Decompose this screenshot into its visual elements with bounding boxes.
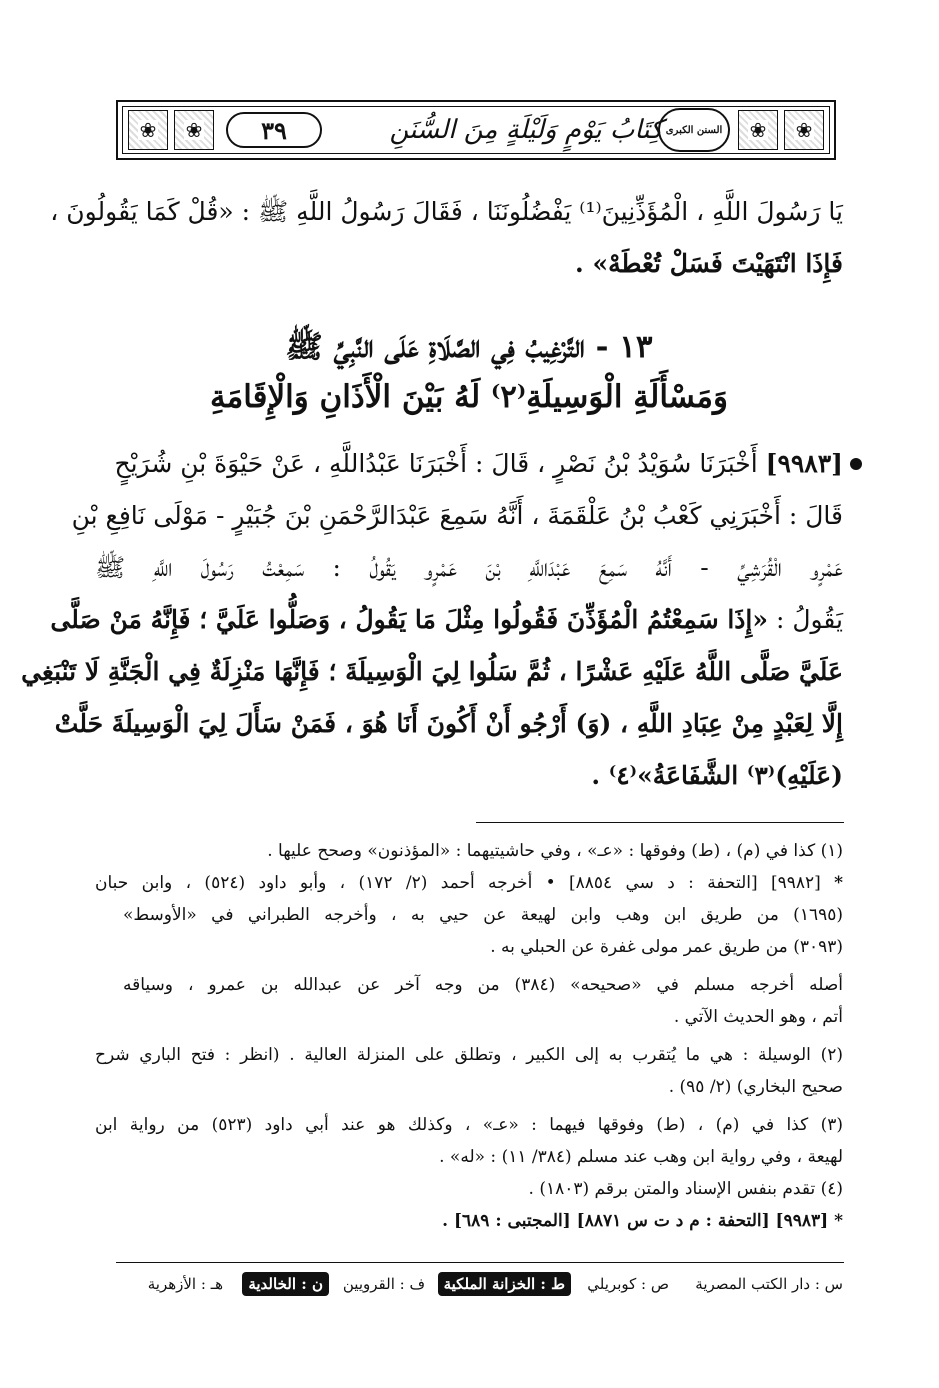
book-title: كِتَابُ يَوْمٍ وَلَيْلَةٍ مِنَ السُّنَنِ <box>389 115 663 145</box>
footnote: (٣٠٩٣) من طريق عمر مولى غفرة عن الحبلي به . <box>490 937 843 957</box>
hadith-text: يَقُولُ : <box>768 605 843 634</box>
hadith-line: إِلَّا لِعَبْدٍ مِنْ عِبَادِ اللَّهِ ، (وَ) أَرْجُو أَنْ أَكُونَ أَنَا هُوَ ، فَمَنْ سَأَلَ لِيَ الْوَسِيلَةَ حَلَّتْ <box>54 709 843 738</box>
hadith-text: أَخْبَرَنَا سُوَيْدُ بْنُ نَصْرٍ ، قَالَ : أَخْبَرَنَا عَبْدُاللَّهِ ، عَنْ حَيْوَةَ بْنِ شُرَيْحٍ <box>114 449 758 478</box>
footnote: أتم ، وهو الحديث الآتي . <box>673 1007 843 1027</box>
footnote: * [٩٩٨٢] [التحفة : د سي ٨٨٥٤] • أخرجه أحمد (٢/ ١٧٢) ، وأبو داود (٥٢٤) ، وابن حبان <box>95 873 843 893</box>
footnote: لهيعة ، وفي رواية ابن وهب عند مسلم (٣٨٤/ ١١) : «له» . <box>439 1147 843 1167</box>
sigla-item: ف : القرويين <box>342 1275 425 1293</box>
sigla-item: س : دار الكتب المصرية <box>695 1275 843 1293</box>
footnote: * [٩٩٨٣] [التحفة : م د ت س ٨٨٧١] [المجتبى : ٦٨٩] . <box>442 1211 843 1231</box>
publisher-seal: السنن الكبرى <box>658 108 730 152</box>
hadith-line: عَمْرٍو الْقُرَشِيِّ - أَنَّهُ سَمِعَ عَبْدَاللَّهِ بْنَ عَمْرٍو يَقُولُ : سَمِعْتُ رَسُولَ اللَّهِ ﷺ <box>95 553 843 582</box>
footnote-divider <box>476 822 844 823</box>
hadith-line: عَلَيَّ صَلَّى اللَّهُ عَلَيْهِ عَشْرًا ، ثُمَّ سَلُوا لِيَ الْوَسِيلَةَ ؛ فَإِنَّهَا مَنْزِلَةٌ فِي الْجَنَّةِ لَا تَنْبَغِي <box>21 657 843 686</box>
asterisk-icon: * <box>834 1211 843 1231</box>
ornament-icon: ❀ <box>738 110 778 150</box>
asterisk-icon: * <box>834 873 843 893</box>
footnote: (٤) تقدم بنفس الإسناد والمتن برقم (١٨٠٣) . <box>528 1179 843 1199</box>
footnote: (٢) الوسيلة : هي ما يُتقرب به إلى الكبير ، وتطلق على المنزلة العالية . (انظر : فتح الباري شرح <box>95 1045 843 1065</box>
page-number: ٣٩ <box>226 112 322 148</box>
ornament-icon: ❀ <box>784 110 824 150</box>
ornament-icon: ❀ <box>128 110 168 150</box>
footnote: (١) كذا في (م) ، (ط) وفوقها : «عـ» ، وفي حاشيتيهما : «المؤذنون» وصحح عليها . <box>267 841 843 861</box>
hadith-text: «إِذَا سَمِعْتُمُ الْمُؤَذِّنَ فَقُولُوا مِثْلَ مَا يَقُولُ ، وَصَلُّوا عَلَيَّ ؛ فَإِنَّهُ مَنْ صَلَّى <box>50 605 768 634</box>
chapter-heading: وَمَسْأَلَةِ الْوَسِيلَةِ⁽٢⁾ لَهُ بَيْنَ الْأَذَانِ وَالْإِقَامَةِ <box>210 379 728 415</box>
hadith-number: [٩٩٨٣] <box>765 449 843 478</box>
hadith-line <box>115 438 843 490</box>
footnote: (٣) كذا في (م) ، (ط) وفوقها فيهما : «عـ» ، وكذلك هو عند أبي داود (٥٢٣) من رواية ابن <box>95 1115 843 1135</box>
footnote: (١٦٩٥) من طريق ابن وهب وابن لهيعة عن حيي به ، وأخرجه الطبراني في «الأوسط» <box>123 905 843 925</box>
page-header <box>116 100 836 160</box>
hadith-line: (عَلَيْهِ)⁽٣⁾ الشَّفَاعَةُ»⁽٤⁾ . <box>591 761 843 790</box>
sigla-item: ن : الخالدية <box>242 1272 329 1296</box>
text-line: يَا رَسُولَ اللَّهِ ، الْمُؤَذِّنِينَ⁽¹⁾ يَفْضُلُونَنَا ، فَقَالَ رَسُولُ اللَّهِ ﷺ : «قُلْ كَمَا يَقُولُونَ ، <box>50 197 843 226</box>
chapter-heading: ١٣ - التَّرْغِيبُ فِي الصَّلَاةِ عَلَى النَّبِيِّ ﷺ <box>285 329 653 365</box>
sigla-item: هـ : الأزهرية <box>147 1275 223 1293</box>
hadith-line <box>50 594 843 646</box>
ornament-icon: ❀ <box>174 110 214 150</box>
bullet-icon <box>850 458 862 470</box>
sigla-item: ص : كوبريلي <box>587 1275 669 1293</box>
sigla-divider <box>116 1262 844 1263</box>
sigla-item: ط : الخزانة الملكية <box>438 1272 571 1296</box>
footnote: أصله أخرجه مسلم في «صحيحه» (٣٨٤) من وجه آخر عن عبدالله بن عمرو ، وسياقه <box>123 975 843 995</box>
footnote: صحيح البخاري) (٢/ ٩٥) . <box>668 1077 843 1097</box>
hadith-line: قَالَ : أَخْبَرَنِي كَعْبُ بْنُ عَلْقَمَةَ ، أَنَّهُ سَمِعَ عَبْدَالرَّحْمَنِ بْنَ جُبَيْرٍ - مَوْلَى نَافِعِ بْنِ <box>71 501 843 530</box>
text-line: فَإِذَا انْتَهَيْتَ فَسَلْ تُعْطَهْ» . <box>575 249 843 278</box>
